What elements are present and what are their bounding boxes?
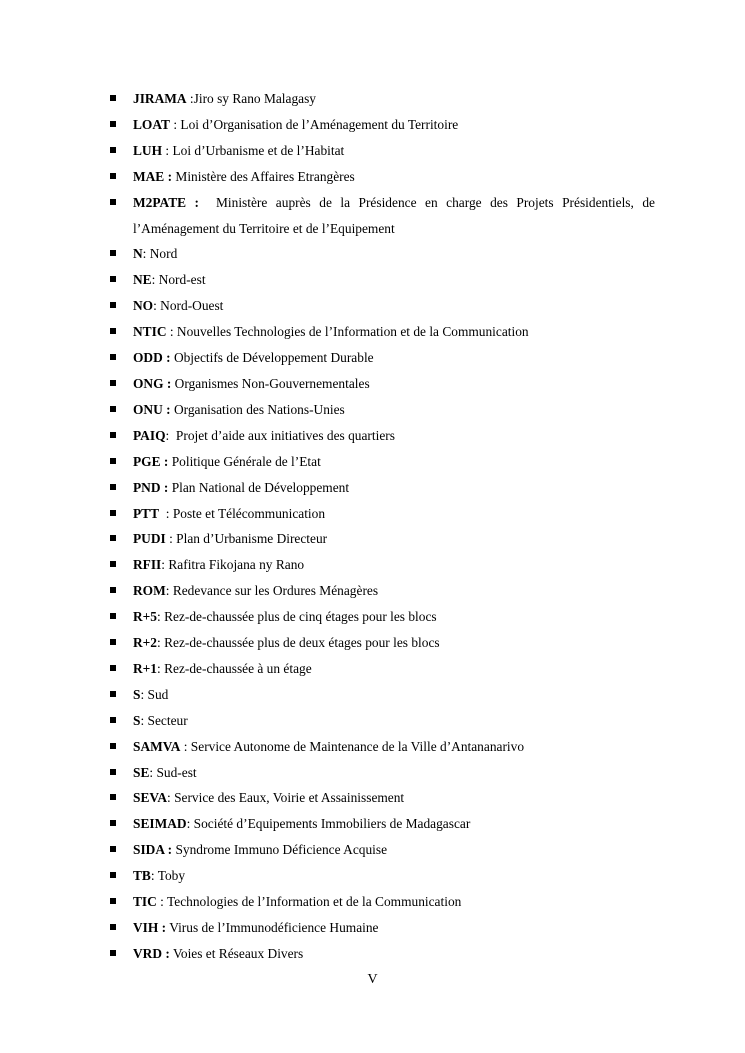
abbreviation-definition: Sud-est — [156, 764, 197, 780]
abbreviation-term: RFII — [133, 557, 162, 573]
square-bullet-icon — [110, 250, 116, 256]
abbreviation-item — [110, 138, 655, 164]
abbreviation-definition: Organisation des Nations-Unies — [173, 401, 345, 417]
abbreviation-separator: : — [180, 738, 191, 754]
abbreviation-term: PND : — [133, 479, 169, 495]
abbreviation-definition: Nord-Ouest — [160, 298, 224, 314]
abbreviation-term: SAMVA — [133, 738, 181, 754]
square-bullet-icon — [110, 794, 116, 800]
abbreviation-term: TB — [133, 868, 151, 884]
abbreviation-item — [110, 293, 655, 319]
abbreviation-item — [110, 811, 655, 837]
square-bullet-icon — [110, 769, 116, 775]
abbreviation-separator: : — [157, 609, 165, 625]
abbreviation-list — [110, 86, 655, 967]
page-number: V — [367, 972, 378, 987]
abbreviation-item — [110, 760, 655, 786]
abbreviation-definition: Service Autonome de Maintenance de la Ville d’Antananarivo — [190, 738, 525, 754]
abbreviation-item — [110, 889, 655, 915]
abbreviation-separator: : — [167, 790, 175, 806]
abbreviation-term: PGE : — [133, 453, 169, 469]
abbreviation-separator: : — [165, 531, 177, 547]
square-bullet-icon — [110, 199, 116, 205]
square-bullet-icon — [110, 820, 116, 826]
abbreviation-term: VIH : — [133, 920, 167, 935]
abbreviation-separator: : — [186, 816, 194, 832]
abbreviation-term: MAE : — [133, 168, 173, 184]
abbreviation-term: SIDA : — [133, 842, 173, 858]
abbreviation-separator: : — [157, 635, 165, 651]
abbreviation-item — [110, 501, 655, 527]
square-bullet-icon — [110, 872, 116, 878]
abbreviation-item — [110, 837, 655, 863]
abbreviation-item — [110, 526, 655, 552]
abbreviation-definition: Rafitra Fikojana ny Rano — [168, 557, 305, 573]
square-bullet-icon — [110, 639, 116, 645]
abbreviation-term: NO — [133, 298, 154, 314]
abbreviation-item — [110, 682, 655, 708]
abbreviation-item — [110, 267, 655, 293]
abbreviation-item — [110, 578, 655, 604]
abbreviation-term: R+1 — [133, 660, 157, 676]
abbreviation-item — [110, 708, 655, 734]
abbreviation-separator: : — [161, 557, 169, 573]
abbreviation-term: ROM — [133, 583, 166, 599]
abbreviation-definition: Secteur — [147, 712, 188, 728]
square-bullet-icon — [110, 743, 116, 749]
abbreviation-separator: : — [153, 298, 161, 314]
square-bullet-icon — [110, 510, 116, 516]
abbreviation-term: S — [133, 712, 141, 728]
abbreviation-item — [110, 915, 655, 941]
abbreviation-term: S — [133, 686, 141, 702]
abbreviation-term: LOAT — [133, 116, 170, 132]
abbreviation-definition: Ministère des Affaires Etrangères — [175, 168, 355, 184]
abbreviation-definition: Sud — [147, 686, 169, 702]
square-bullet-icon — [110, 302, 116, 308]
abbreviation-separator: : — [159, 505, 173, 521]
abbreviation-item — [110, 345, 655, 371]
abbreviation-term: ODD : — [133, 350, 171, 366]
abbreviation-definition: Loi d’Urbanisme et de l’Habitat — [172, 142, 345, 158]
abbreviation-item — [110, 604, 655, 630]
abbreviation-item — [110, 86, 655, 112]
abbreviation-definition: Virus de l’Immunodéficience Humaine — [169, 920, 379, 935]
abbreviation-definition: Plan National de Développement — [171, 479, 350, 495]
abbreviation-definition: Organismes Non-Gouvernementales — [174, 375, 370, 391]
abbreviation-definition: Rez-de-chaussée plus de deux étages pour les blocs — [164, 635, 440, 651]
square-bullet-icon — [110, 717, 116, 723]
abbreviation-definition: Technologies de l’Information et de la Communication — [167, 894, 462, 910]
abbreviation-separator: : — [186, 91, 194, 106]
abbreviation-definition: Rez-de-chaussée plus de cinq étages pour les blocs — [164, 609, 437, 625]
abbreviation-term: SEVA — [133, 790, 167, 806]
abbreviation-term: SE — [133, 764, 150, 780]
abbreviation-definition: Plan d’Urbanisme Directeur — [176, 531, 328, 547]
square-bullet-icon — [110, 535, 116, 541]
abbreviation-definition: Poste et Télécommunication — [172, 505, 326, 521]
abbreviation-separator: : — [165, 427, 176, 443]
square-bullet-icon — [110, 561, 116, 567]
abbreviation-separator: : — [151, 272, 159, 288]
abbreviation-item — [110, 630, 655, 656]
abbreviation-separator: : — [162, 142, 173, 158]
square-bullet-icon — [110, 354, 116, 360]
square-bullet-icon — [110, 691, 116, 697]
abbreviation-definition: Nord-est — [158, 272, 206, 288]
abbreviation-item — [110, 656, 655, 682]
square-bullet-icon — [110, 924, 116, 930]
abbreviation-item — [110, 785, 655, 811]
abbreviation-term: NE — [133, 272, 152, 288]
abbreviation-item — [110, 397, 655, 423]
abbreviation-term: PAIQ — [133, 427, 166, 443]
abbreviation-definition: Service des Eaux, Voirie et Assainissement — [174, 790, 405, 806]
abbreviation-definition: Redevance sur les Ordures Ménagères — [172, 583, 379, 599]
abbreviation-item — [110, 164, 655, 190]
abbreviation-item — [110, 552, 655, 578]
abbreviation-separator: : — [140, 686, 148, 702]
abbreviation-separator — [199, 195, 216, 210]
abbreviation-term: N — [133, 246, 143, 262]
square-bullet-icon — [110, 665, 116, 671]
abbreviation-term: SEIMAD — [133, 816, 187, 832]
abbreviation-term: ONU : — [133, 401, 171, 417]
abbreviation-item — [110, 475, 655, 501]
abbreviation-separator: : — [156, 894, 168, 910]
square-bullet-icon — [110, 173, 116, 179]
abbreviation-separator: : — [165, 583, 173, 599]
abbreviation-definition: Nouvelles Technologies de l’Information et de la Communication — [176, 324, 529, 340]
abbreviation-item — [110, 190, 655, 242]
square-bullet-icon — [110, 328, 116, 334]
abbreviation-definition: Rez-de-chaussée à un étage — [164, 660, 312, 676]
abbreviation-separator: : — [169, 116, 181, 132]
square-bullet-icon — [110, 406, 116, 412]
abbreviation-term: R+2 — [133, 635, 157, 651]
square-bullet-icon — [110, 846, 116, 852]
abbreviation-item — [110, 371, 655, 397]
abbreviation-item — [110, 734, 655, 760]
abbreviation-item — [110, 449, 655, 475]
abbreviation-term: PUDI — [133, 531, 166, 547]
abbreviation-term: TIC — [133, 894, 157, 910]
square-bullet-icon — [110, 432, 116, 438]
abbreviation-definition: Ministère auprès de la Présidence en charge des Projets Présidentiels, de l’Aménagement du Territoire et de l’Equipement — [133, 194, 655, 236]
abbreviation-term: LUH — [133, 142, 163, 158]
abbreviation-term: R+5 — [133, 609, 157, 625]
abbreviation-definition: Toby — [157, 868, 186, 884]
square-bullet-icon — [110, 276, 116, 282]
abbreviation-item — [110, 423, 655, 449]
abbreviation-separator: : — [140, 712, 148, 728]
square-bullet-icon — [110, 613, 116, 619]
abbreviation-separator: : — [149, 764, 157, 780]
abbreviation-term: M2PATE : — [133, 194, 200, 210]
square-bullet-icon — [110, 950, 116, 956]
abbreviation-term: ONG : — [133, 375, 172, 391]
square-bullet-icon — [110, 147, 116, 153]
abbreviation-item — [110, 863, 655, 889]
abbreviation-separator: : — [157, 660, 165, 676]
square-bullet-icon — [110, 484, 116, 490]
abbreviation-term: NTIC — [133, 324, 167, 340]
square-bullet-icon — [110, 380, 116, 386]
square-bullet-icon — [110, 121, 116, 127]
abbreviation-separator: : — [142, 246, 150, 262]
abbreviation-definition: Nord — [149, 246, 178, 262]
abbreviation-definition: Société d’Equipements Immobiliers de Madagascar — [193, 816, 471, 832]
square-bullet-icon — [110, 95, 116, 101]
abbreviation-definition: Syndrome Immuno Déficience Acquise — [175, 842, 388, 858]
abbreviation-term: PTT — [133, 505, 160, 521]
abbreviation-separator: : — [150, 868, 158, 884]
abbreviation-term: VRD : — [133, 945, 170, 961]
square-bullet-icon — [110, 587, 116, 593]
abbreviation-item — [110, 112, 655, 138]
abbreviation-definition: Politique Générale de l’Etat — [171, 453, 321, 469]
abbreviation-item — [110, 319, 655, 345]
abbreviation-definition: Projet d’aide aux initiatives des quartiers — [175, 427, 395, 443]
abbreviation-item — [110, 241, 655, 267]
abbreviation-item — [110, 941, 655, 967]
abbreviation-definition: Loi d’Organisation de l’Aménagement du Territoire — [180, 116, 459, 132]
square-bullet-icon — [110, 898, 116, 904]
abbreviation-definition: Jiro sy Rano Malagasy — [193, 91, 317, 106]
square-bullet-icon — [110, 458, 116, 464]
abbreviation-term: JIRAMA — [133, 91, 187, 106]
abbreviation-separator: : — [166, 324, 177, 340]
abbreviation-definition: Voies et Réseaux Divers — [172, 945, 304, 961]
abbreviation-definition: Objectifs de Développement Durable — [173, 350, 374, 366]
